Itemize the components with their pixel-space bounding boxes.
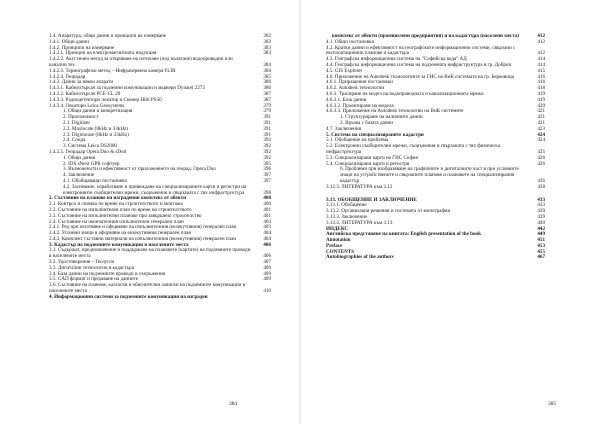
toc-entry-title: 6. Проблеми при изобразяване на графичните и дигиталните част в при условните знаци на устройствените и свързаните планове и плановете на специализирания кадастър [340,166,519,184]
toc-entry-page: 409 [263,264,271,271]
toc-entry-page: 412 [537,33,545,39]
toc-entry-page: 391 [263,114,271,121]
toc-entry-page: 439 [537,213,545,220]
toc-entry-page: 391 [263,131,271,138]
toc-entry-page: 412 [537,38,545,45]
toc-entry-page: 386 [263,79,271,86]
toc-entry-page: 425 [537,148,545,155]
toc-entry-page: 392 [263,143,271,150]
toc-entry-page: 387 [263,96,271,103]
toc-entry-title: 1.4.2.4. Георадар [49,73,86,80]
toc-entry-page: 409 [263,276,271,283]
toc-entry-page: 379 [263,102,271,109]
toc-entry-title: 3.1. Съдържат, предназначение и поддържане на плановете (картите) на подземните проводи в населените места [49,247,251,260]
toc-entry-page: 453 [537,242,545,249]
toc-entry-page: 382 [263,38,271,45]
toc-entry-title: 2.4.1. Ред при изготвяне и оформяне на изпълнителния (екзекутивния) генерален план [49,224,237,231]
toc-entry-title: 4.6.3. Трасиране на модел на водопроводната и канализационната мрежа [326,90,484,97]
toc-entry-page: 423 [537,125,545,132]
toc-entry-page: 451 [537,237,545,244]
toc-entry-title: 4.6.3.3. Приложение на Autodesk технологии на ВиК системите [326,108,464,115]
toc-entry-title: комплекс от обекти (промишлени предприятия) и на кадастъра (населени места) [331,33,520,39]
toc-entry-title: 3.12.3. ЛИТЕРАТУРА към 3.12 [326,183,393,190]
toc-entry-title: 1.4.1. Общи данни [49,38,89,45]
toc-entry-title: 1.4.3.5. Георадар Opera Duo & sDoit [49,148,127,155]
toc-entry-title: 2.2. Състояние на изпълнителен план по време на строителството [49,206,192,213]
toc-entry-title: 2.3. Digimouse (8kHz и 33kHz) [63,131,129,138]
toc-entry-page: 396 [263,166,271,173]
toc-entry-page: 421 [537,119,545,126]
toc-entry-page: 382 [263,33,271,39]
toc-entry-page: 419 [537,90,545,97]
toc-entry-page: 392 [263,148,271,155]
toc-entry-title: 5.3. Специализирани карти на ГИС София [326,154,418,161]
toc-entry [326,167,545,184]
toc-entry-title: 3.5. CAD формат и предаване на данните [49,276,139,283]
toc-entry-page: 421 [537,108,545,115]
toc-entry-page: 416 [537,79,545,86]
toc-entry-title: 2. Приложимост [63,114,99,121]
toc-entry-page: 440 [537,219,545,226]
toc-entry-page: 400 [263,195,271,202]
toc-entry-page: 403 [263,224,271,231]
toc-entry-page: 401 [263,212,271,219]
toc-entry-title: 2.1. Контрол и снимка по време на строителството и монтажа [49,201,183,208]
toc-entry-title: 4.2. Кратки данни и ефективност на географските информационни системи, свързани с експлоатационни планове и кадастъра [326,44,516,57]
toc-entry-page: 418 [537,85,545,92]
toc-entry-page: 397 [263,177,271,184]
toc-entry-title: 2.4.3. Комплект съставни материали на изпълнителния (екзекутивния) генерален план [49,235,237,242]
toc-entry-title: 4.3. Географска информационна система на "Софийска вода" АД [326,56,467,63]
toc-entry-title: 4.4. Географска информационна система на подземната инфраструктура в гр. Добрич [326,61,512,68]
toc-entry-title: 2.4. Състояние на окончателния изпълнителен генерален план [49,218,184,225]
toc-entry-title: 1.4.2. Принципи на измерване [49,44,115,51]
toc-entry-title: CONTENTS [326,248,355,255]
toc-entry-title: 1.4.3.4. Локатори Leica Geosystems [49,102,125,109]
toc-entry-title: Английско представяне на книгата: English presentation of the book [326,231,481,238]
toc-entry-page: 395 [263,160,271,167]
toc-entry-page: 420 [537,102,545,109]
toc-entry-page: 433 [537,196,545,203]
toc-entry-page: 449 [537,231,545,238]
toc-entry-title: Autobiographies of the authors [326,254,394,261]
toc-entry-title: 2. IDS sNext GPR софтуер [63,160,120,167]
toc-entry-page: 398 [263,189,271,196]
toc-entry-page: 455 [537,248,545,255]
toc-entry-page: 426 [537,154,545,161]
toc-entry [326,144,545,156]
toc-entry-title: 1.4.3. Данни за някои апарати [49,79,114,86]
toc-entry-page: 403 [263,218,271,225]
toc-entry-title: 1.4.2.1. Принцип на електромагнитната индукция [49,50,157,57]
toc-entry-title: 1.4.3.1. Кабелотърсач за подземни комуникации и маркери Dynatel 2273 [49,85,205,92]
toc-entry-page: 467 [537,254,545,261]
right-page [300,0,600,424]
toc-entry-title: 3.13.1. Обобщение [326,202,367,209]
toc-entry [326,255,545,261]
toc-entry-title: 4.5. GIS Explorer [326,67,363,74]
toc-entry-title: 2.4. Сонда [63,137,86,144]
toc-entry-page: 384 [263,61,271,68]
toc-entry-title: 5.1. Обобщение на проблема [326,137,389,144]
toc-entry-title: 1.4.2.3. Термографски метод – Инфрачервена камера FLIR [49,67,176,74]
toc-entry-title: Preface [326,242,343,249]
toc-entry-title: 4. Информационни системи за подземните комуникации на изграден [49,293,208,300]
toc-entry-page: 442 [537,225,545,232]
toc-entry-page: 409 [263,270,271,277]
page-number-right: 385 [548,401,557,407]
toc-entry-title: 3.13.4. ЛИТЕРАТУРА към 3.13 [326,219,393,226]
toc-left-column [49,34,271,301]
toc-entry [49,295,271,301]
toc-entry-title: 4.6.3.1. База данни [326,96,367,103]
toc-entry-page: 424 [537,131,545,138]
toc-entry-title: 2.2. Maxlocate (8kHz и 33kHz) [63,125,128,132]
toc-entry-title: 4.6.3.2. Проектиране на модела [326,102,394,109]
toc-entry-title: 3.13. ОБОБЩЕНИЕ И ЗАКЛЮЧЕНИЕ [326,196,417,203]
toc-entry-page: 424 [537,137,545,144]
toc-entry-title: 1.4. Апаратура, общи данни и принципи на измерване [49,33,167,39]
toc-entry-title: 2.1. Digitizer [63,119,91,126]
toc-entry-title: 3.13.2. Организация решения и системата от монографии [326,208,451,215]
toc-entry-page: 383 [263,44,271,51]
toc-entry-page: 379 [263,108,271,115]
toc-entry-title: 3.6. Състояние на плановe, каталози и обяснителни записки на подземните комуникации в населените места [49,282,246,295]
toc-entry-title: 1. Общи данни и конкретизация [63,108,133,115]
toc-entry-title: 4.6.1. Приращения постановки [326,79,393,86]
toc-entry-page: 415 [537,67,545,74]
page-number-left: 384 [229,401,238,407]
toc-entry-title: 1.4.2.2. Акустичен метод за откриване на изтичане (под налягане) водопроводни или канални тех [49,56,233,68]
toc-entry-title: 2.4.2. Условни знаци в оформяне на екзекутивния генерален план [49,230,192,237]
toc-entry-title: 3. Кадастър на подземните комуникации в населените места [49,241,189,248]
toc-entry-title: Annotation [326,237,351,244]
toc-right-column [326,34,545,261]
toc-entry-page: 401 [263,206,271,213]
toc-entry-title: 4.2. Заснемане, изработване и привеждане на специализираните карти и регистри на електронните съобщителни мрежи, съоръжения и свързаната с тях инфраструктура [63,183,247,196]
toc-entry-title: 3.2. Удостоверения – Геозугли [49,259,115,266]
toc-entry-title: 1.4.3.2. Кабелотърсач PCE-CL 20 [49,90,121,97]
toc-entry-title: 3. Възможности и ефективност от приложението на георад. Opera Duo [63,166,216,173]
toc-entry-page: 426 [537,160,545,167]
toc-entry-page: 433 [537,202,545,209]
toc-entry-page: 406 [263,253,271,260]
toc-entry-page: 392 [263,154,271,161]
toc-entry-page: 400 [263,201,271,208]
toc-entry-page: 407 [263,259,271,266]
toc-entry-title: 4.6. Приложение на Autodesk технологиите за ГИС на ВиК системата на гр. Берковица [326,73,514,80]
toc-entry-title: 5. Система на специализираните кадастри [326,131,424,138]
toc-entry-title: 1. Структуриране на наличните данни [340,114,423,121]
toc-entry-page: 416 [537,73,545,80]
toc-entry-title: 3. Система Leica DS2000 [63,143,117,150]
toc-entry [326,185,545,191]
toc-entry-title: 4.7. Заключения [326,125,361,132]
toc-entry-page: 397 [263,172,271,179]
toc-entry-page: 391 [263,119,271,126]
toc-entry-title: ИНДЕКС [326,225,349,232]
toc-entry-page: 404 [263,230,271,237]
toc-entry-page: 386 [263,85,271,92]
toc-entry-title: 4.1. Обобщаващи постановки [63,177,128,184]
toc-entry-title: 2. Състояние на плановe на изградения комплекс от обекти [49,195,187,202]
toc-entry-page: 387 [263,90,271,97]
toc-entry-page: 412 [537,50,545,57]
toc-entry-title: 1.4.3.3. Радиодетектори локатор и Скенер Hilti PS50 [49,96,162,103]
toc-entry-title: 5.2. Електронни съобщителни мрежи, съоръжения и свързаната с тях физическа инфраструктура [326,143,500,155]
toc-entry-page: 428 [537,183,545,190]
toc-entry-page: 385 [263,73,271,80]
toc-entry-title: 3.13.3. Заключение [326,213,368,220]
toc-entry-page: 406 [263,241,271,248]
toc-entry-title: 4.1. Общи постановки [326,38,375,45]
toc-entry-title: 3.4. База данни на подземните проводи и съоръжения [49,270,166,277]
toc-entry-page: 383 [263,50,271,57]
toc-entry-page: 391 [263,125,271,132]
toc-entry-page: 414 [537,61,545,68]
toc-entry-title: 1. Общи данни [63,154,96,161]
toc-entry-page: 404 [263,235,271,242]
toc-entry-page: 384 [263,67,271,74]
toc-entry-title: 4. Заключение [63,172,95,179]
toc-entry-page: 419 [537,96,545,103]
toc-entry-page: 410 [263,288,271,295]
toc-entry-title: 3.3. Дигитални технологии в кадастъра [49,264,134,271]
toc-entry-page: 426 [537,177,545,184]
toc-entry-page: 439 [537,208,545,215]
toc-entry-page: 421 [537,114,545,121]
toc-entry-title: 2.3. Състояние на изпълнителни планове при завършено строителство [49,212,202,219]
toc-entry-title: 2. Връзка с базата данни [340,119,393,126]
toc-entry-title: 4.6.2. Autodesk технологии [326,85,385,92]
toc-entry-page: 414 [537,56,545,63]
toc-entry-page: 392 [263,137,271,144]
toc-entry-title: 5.4. Специализирани карти и регистри [326,160,410,167]
